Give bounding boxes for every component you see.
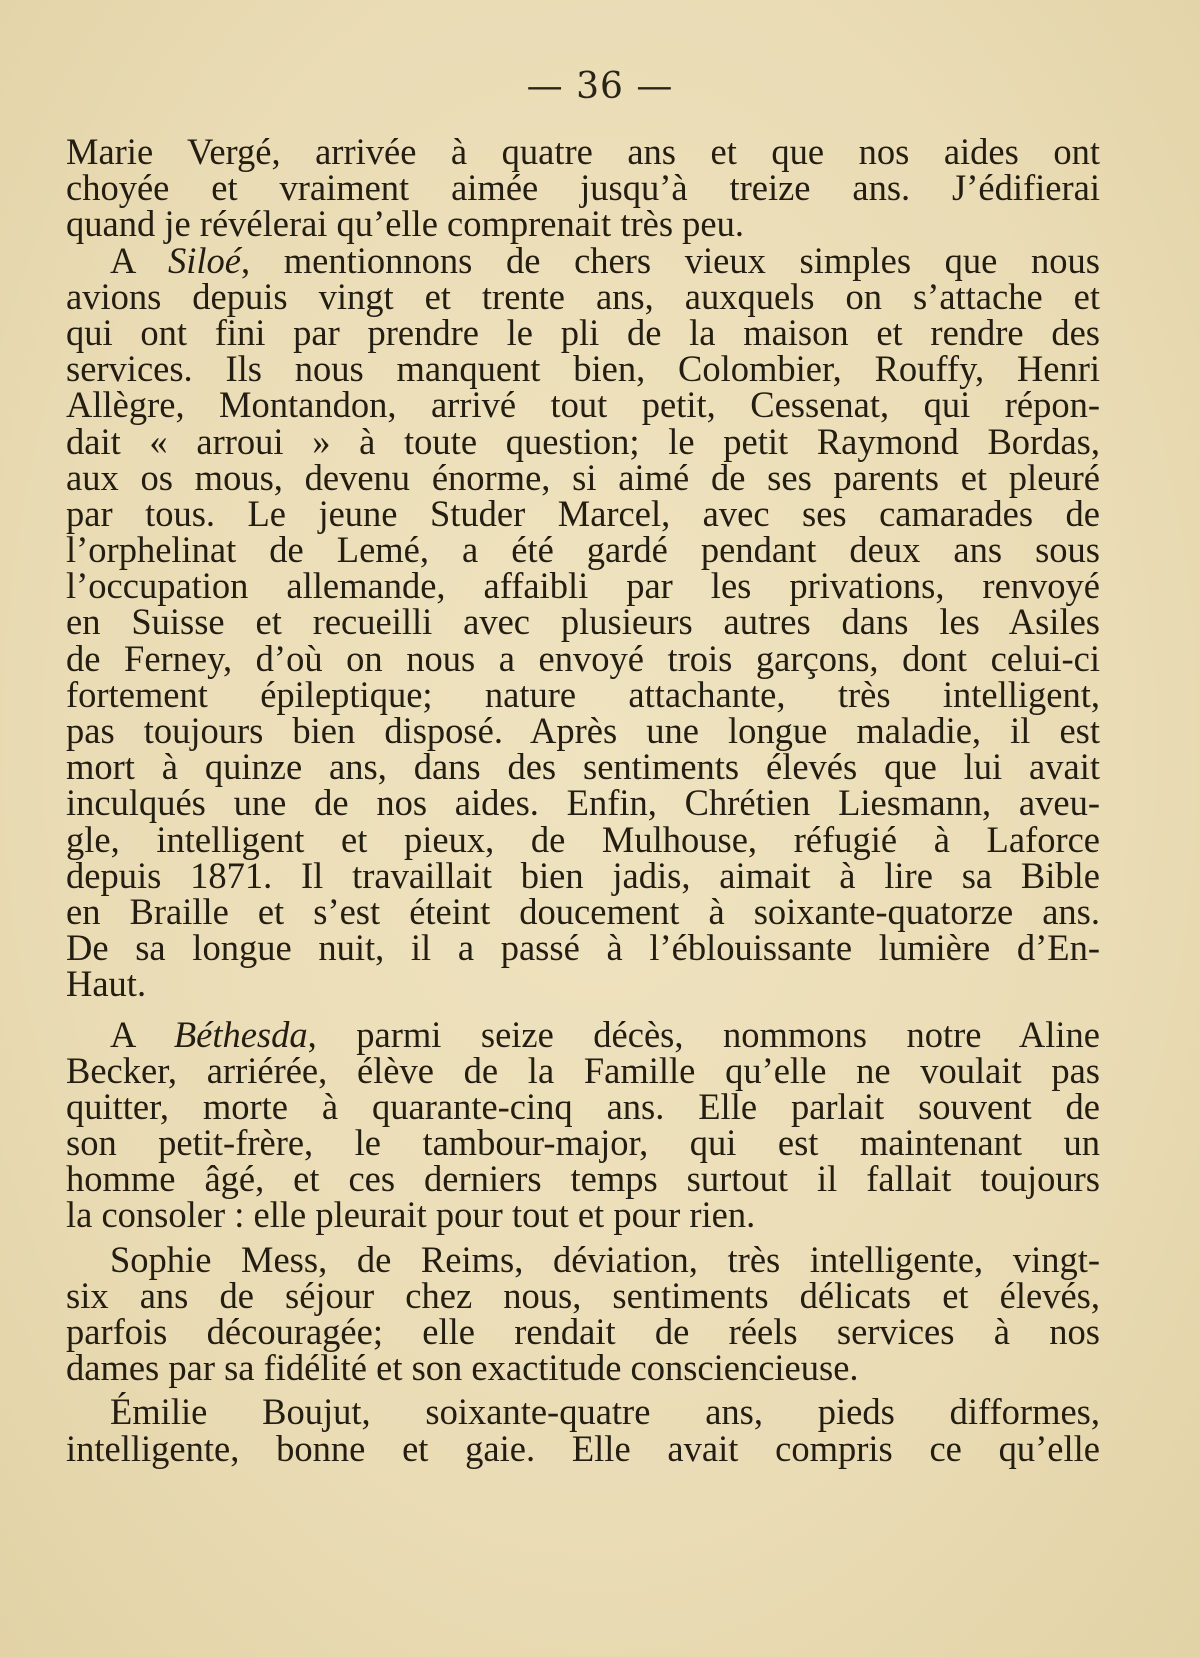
text-line: dames par sa fidélité et son exactitude consciencieuse.	[66, 1347, 859, 1389]
text-line: Émilie Boujut, soixante-quatre ans, pieds difformes,	[110, 1391, 1100, 1433]
text-line: homme âgé, et ces derniers temps surtout il fallait toujours	[66, 1158, 1100, 1200]
text-line: fortement épileptique; nature attachante, très intelligent,	[66, 673, 1100, 715]
text-line: Sophie Mess, de Reims, déviation, très intelligente, vingt-	[110, 1238, 1100, 1280]
text-line: pas toujours bien disposé. Après une longue maladie, il est	[66, 710, 1100, 751]
text-line: l’orphelinat de Lemé, a été gardé pendant deux ans sous	[66, 529, 1100, 571]
paragraph-marie-verge	[66, 131, 1100, 245]
text-line: services. Ils nous manquent bien, Colombier, Rouffy, Henri	[66, 348, 1100, 390]
text-line: Haut.	[66, 963, 147, 1005]
paragraph-bethesda	[66, 1013, 1100, 1236]
text-line: quand je révélerai qu’elle comprenait très peu.	[66, 203, 744, 245]
text-line: avions depuis vingt et trente ans, auxquels on s’attache et	[66, 275, 1100, 317]
text-line: gle, intelligent et pieux, de Mulhouse, réfugié à Laforce	[66, 818, 1100, 860]
text-line: par tous. Le jeune Studer Marcel, avec ses camarades de	[66, 492, 1100, 534]
paragraph-sophie-mess	[66, 1238, 1100, 1389]
text-line: son petit-frère, le tambour-major, qui est maintenant un	[66, 1122, 1100, 1164]
text-line: aux os mous, devenu énorme, si aimé de ses parents et pleuré	[66, 456, 1100, 498]
text-line: dait « arroui » à toute question; le petit Raymond Bordas,	[66, 420, 1100, 462]
place-name: Siloé	[168, 239, 241, 281]
text-line: Becker, arriérée, élève de la Famille qu’elle ne voulait pas	[66, 1049, 1100, 1091]
text-line: depuis 1871. Il travaillait bien jadis, aimait à lire sa Bible	[66, 854, 1100, 896]
text-line: Marie Vergé, arrivée à quatre ans et que nos aides ont	[66, 131, 1100, 172]
text-line: De sa longue nuit, il a passé à l’éblouissante lumière d’En-	[66, 927, 1100, 969]
text-line: la consoler : elle pleurait pour tout et pour rien.	[66, 1194, 756, 1236]
text-line: intelligente, bonne et gaie. Elle avait compris ce qu’elle	[66, 1427, 1100, 1469]
text-line: en Braille et s’est éteint doucement à soixante-quatorze ans.	[66, 890, 1100, 932]
text-line: quitter, morte à quarante-cinq ans. Elle parlait souvent de	[66, 1085, 1100, 1127]
text-line: l’occupation allemande, affaibli par les privations, renvoyé	[66, 565, 1100, 607]
body-text	[66, 131, 1100, 1469]
paragraph-siloe	[66, 239, 1100, 1005]
text-line: A Siloé, mentionnons de chers vieux simples que nous	[110, 239, 1100, 281]
text-line: parfois découragée; elle rendait de réels services à nos	[66, 1311, 1100, 1352]
text-line: Allègre, Montandon, arrivé tout petit, Cessenat, qui répon-	[66, 384, 1100, 426]
paragraph-emilie-boujut	[66, 1391, 1100, 1469]
place-name: Béthesda	[173, 1013, 308, 1055]
text-line: A Béthesda, parmi seize décès, nommons notre Aline	[110, 1013, 1100, 1055]
text-line: mort à quinze ans, dans des sentiments élevés que lui avait	[66, 746, 1100, 788]
page-number: — 36 —	[526, 66, 674, 107]
text-line: choyée et vraiment aimée jusqu’à treize ans. J’édifierai	[66, 167, 1100, 209]
text-line: inculqués une de nos aides. Enfin, Chrétien Liesmann, aveu-	[66, 782, 1100, 824]
text-line: qui ont fini par prendre le pli de la maison et rendre des	[66, 311, 1100, 353]
text-line: en Suisse et recueilli avec plusieurs autres dans les Asiles	[66, 601, 1100, 643]
text-line: de Ferney, d’où on nous a envoyé trois garçons, dont celui-ci	[66, 637, 1100, 679]
text-line: six ans de séjour chez nous, sentiments délicats et élevés,	[66, 1274, 1100, 1316]
